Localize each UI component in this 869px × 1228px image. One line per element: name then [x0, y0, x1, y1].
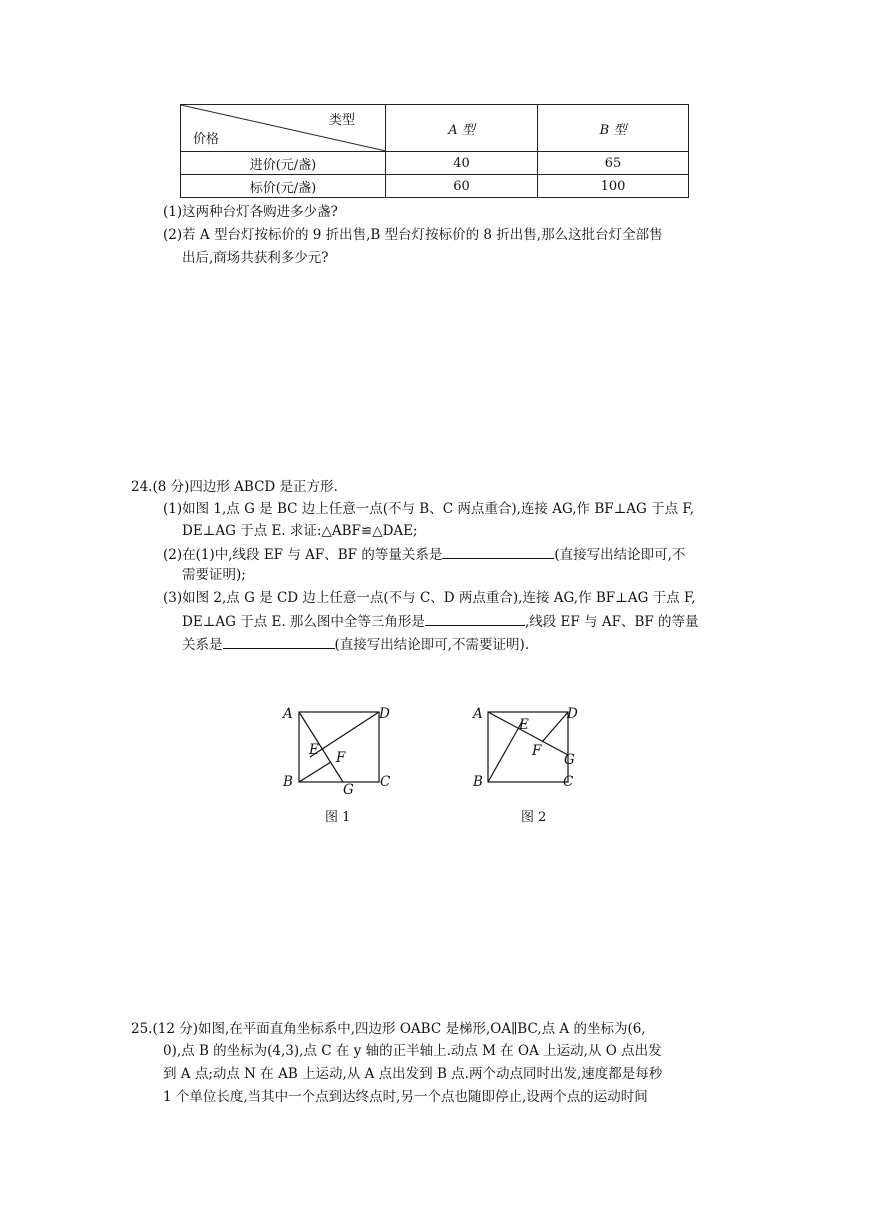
fig1-label-e: E — [309, 742, 319, 758]
row-label: 进价(元/盏) — [181, 152, 386, 175]
q24-part3-line2 — [182, 611, 699, 631]
cell-a: 60 — [386, 175, 538, 198]
q23-part2-line1: (2)若 A 型台灯按标价的 9 折出售,B 型台灯按标价的 8 折出售,那么这批台灯全部售 — [163, 227, 663, 243]
table-header-diagonal-cell — [181, 105, 386, 152]
q23-part2-line2: 出后,商场共获利多少元? — [182, 250, 329, 266]
fig2-label-b: B — [473, 774, 483, 790]
q24-part1-line2: DE⊥AG 于点 E. 求证:△ABF≌△DAE; — [182, 523, 418, 539]
fig1-label-b: B — [283, 774, 293, 790]
fig2-label-g: G — [564, 752, 575, 768]
q24-part3-text-mid: ,线段 EF 与 AF、BF 的等量 — [524, 614, 699, 630]
header-price-label: 价格 — [193, 132, 220, 147]
answer-blank[interactable] — [442, 544, 554, 559]
fig1-label-a: A — [283, 706, 293, 722]
fig2-label-d: D — [567, 706, 578, 722]
q24-part3-line3 — [182, 634, 529, 654]
fig2-label-e: E — [519, 717, 529, 733]
cell-b: 100 — [538, 175, 689, 198]
header-type-label: 类型 — [328, 113, 355, 128]
q25-line2: 0),点 B 的坐标为(4,3),点 C 在 y 轴的正半轴上.动点 M 在 OA 上运动,从 O 点出发 — [163, 1043, 662, 1059]
row-label: 标价(元/盏) — [181, 175, 386, 198]
fig1-label-g: G — [343, 782, 354, 798]
price-table — [180, 104, 689, 198]
q24-part3-text-end: (直接写出结论即可,不需要证明). — [334, 637, 530, 653]
table-row — [181, 152, 689, 175]
column-header-a: A 型 — [386, 105, 538, 152]
fig2-label-f: F — [532, 743, 542, 759]
fig2-label-a: A — [473, 706, 483, 722]
fig1-label-c: C — [380, 774, 391, 790]
fig2-label-c: C — [563, 774, 574, 790]
q24-part1-line1: (1)如图 1,点 G 是 BC 边上任意一点(不与 B、C 两点重合),连接 AG,作 BF⊥AG 于点 F, — [163, 501, 694, 517]
answer-blank[interactable] — [223, 634, 335, 649]
q25-line1: 25.(12 分)如图,在平面直角坐标系中,四边形 OABC 是梯形,OA∥BC,点 A 的坐标为(6, — [131, 1021, 646, 1037]
cell-a: 40 — [386, 152, 538, 175]
q24-title: 24.(8 分)四边形 ABCD 是正方形. — [131, 479, 338, 495]
cell-b: 65 — [538, 152, 689, 175]
q25-line4: 1 个单位长度,当其中一个点到达终点时,另一个点也随即停止,设两个点的运动时间 — [163, 1089, 648, 1105]
q24-part2-line2: 需要证明); — [182, 567, 246, 583]
q24-part2-text: (2)在(1)中,线段 EF 与 AF、BF 的等量关系是 — [163, 547, 443, 563]
q24-part3-text-start: 关系是 — [182, 637, 223, 653]
q24-part2-text-end: (直接写出结论即可,不 — [554, 547, 686, 563]
q24-part2-line1 — [163, 544, 685, 564]
column-header-b: B 型 — [538, 105, 689, 152]
figure-1-caption: 图 1 — [325, 810, 351, 825]
q24-part3-text: DE⊥AG 于点 E. 那么图中全等三角形是 — [182, 614, 425, 630]
fig1-label-d: D — [379, 706, 390, 722]
q23-part1: (1)这两种台灯各购进多少盏? — [163, 204, 338, 220]
answer-blank[interactable] — [425, 611, 525, 626]
q25-line3: 到 A 点;动点 N 在 AB 上运动,从 A 点出发到 B 点.两个动点同时出发,速度都是每秒 — [163, 1066, 663, 1082]
figure-2-caption: 图 2 — [521, 810, 547, 825]
table-row — [181, 175, 689, 198]
fig1-label-f: F — [336, 750, 346, 766]
q24-part3-line1: (3)如图 2,点 G 是 CD 边上任意一点(不与 C、D 两点重合),连接 AG,作 BF⊥AG 于点 F, — [163, 590, 696, 606]
